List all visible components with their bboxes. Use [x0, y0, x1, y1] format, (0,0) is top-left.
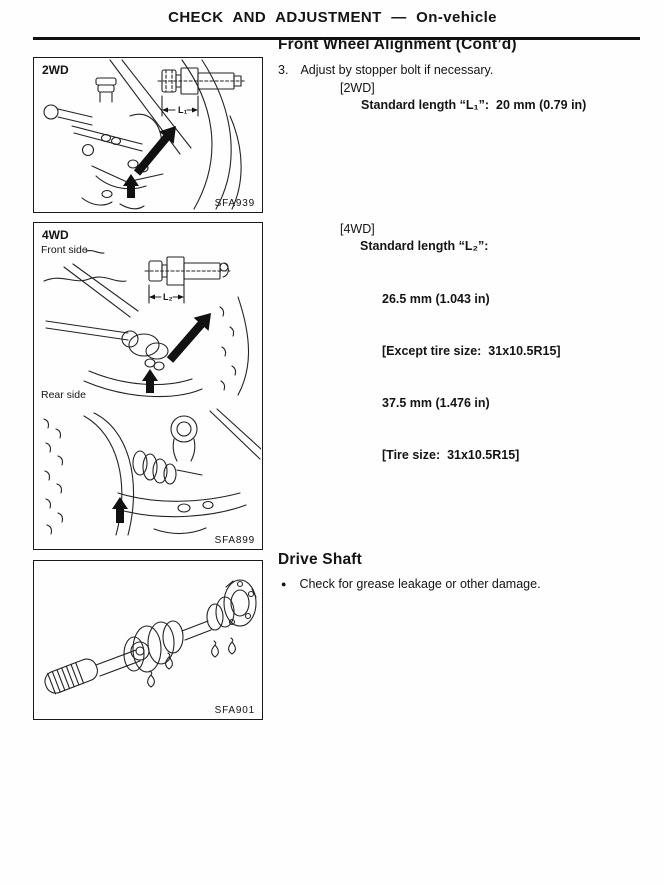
bullet-icon: ● [281, 579, 287, 589]
suspension-4wd-sketch [34, 223, 261, 548]
up-arrow-icon [142, 369, 158, 393]
figure-code: SFA899 [214, 535, 255, 546]
figure-code: SFA901 [214, 705, 255, 716]
up-arrow-icon [123, 174, 139, 198]
stopper-bolt-detail-2wd [158, 68, 245, 116]
section-title-front-wheel-alignment: Front Wheel Alignment (Cont’d) [278, 36, 517, 53]
up-arrow-icon [112, 497, 128, 523]
step-3 [278, 63, 493, 77]
tag-4wd: [4WD] [340, 222, 375, 236]
pointer-arrow-icon [167, 313, 211, 363]
spec-4wd-condition-1: [Except tire size: 31x10.5R15] [382, 344, 561, 359]
spec-4wd-condition-2: [Tire size: 31x10.5R15] [382, 448, 520, 463]
spec-4wd-value-1: 26.5 mm (1.043 in) [382, 291, 490, 306]
rear-side-sketch [44, 409, 261, 535]
drive-shaft-check-item [281, 577, 541, 592]
figure-drive-type-label: 2WD [42, 63, 69, 77]
spec-2wd-standard-length: Standard length “L₁”: 20 mm (0.79 in) [361, 98, 587, 112]
figure-code: SFA939 [214, 198, 255, 209]
tag-2wd: [2WD] [340, 81, 375, 95]
stopper-bolt-detail-4wd [145, 257, 230, 303]
check-item-text: Check for grease leakage or other damage. [299, 577, 541, 591]
figure-2wd-stopper-bolt [33, 57, 263, 213]
spec-4wd-standard-length-label: Standard length “L₂”: [360, 239, 489, 253]
dim-label-l1: L₁ [178, 105, 188, 115]
spec-4wd-values [382, 256, 561, 500]
figure-drive-shaft [33, 560, 263, 720]
section-title-drive-shaft: Drive Shaft [278, 551, 363, 568]
step-number: 3. [278, 63, 289, 77]
drive-shaft-sketch [34, 561, 261, 718]
front-side-label: Front side [41, 244, 88, 256]
dim-label-l2: L₂ [163, 292, 173, 302]
figure-4wd-stopper-bolt [33, 222, 263, 550]
rear-side-label: Rear side [41, 389, 86, 401]
figure-drive-type-label: 4WD [42, 228, 69, 242]
step-text: Adjust by stopper bolt if necessary. [300, 63, 494, 77]
page-header-title: CHECK AND ADJUSTMENT — On-vehicle [168, 9, 497, 26]
spec-4wd-value-2: 37.5 mm (1.476 in) [382, 396, 490, 411]
suspension-2wd-sketch [34, 58, 261, 211]
